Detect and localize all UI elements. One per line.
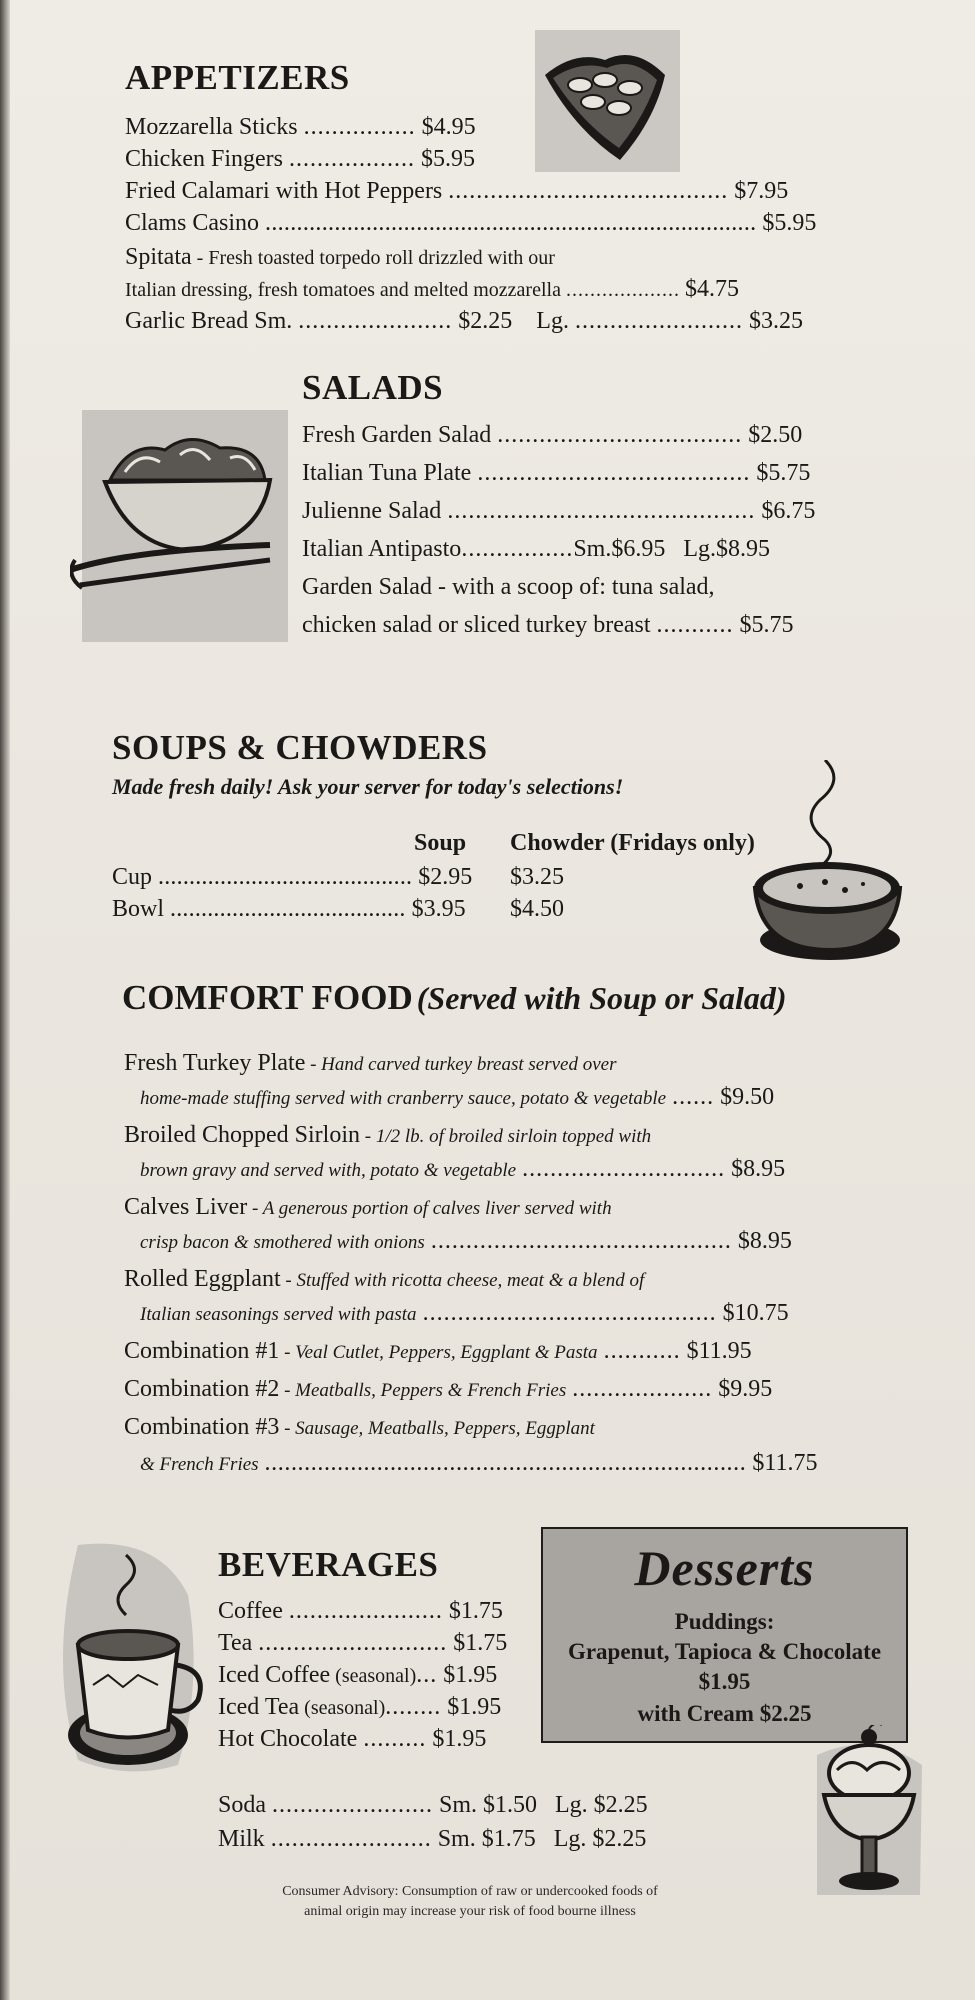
soups-subtitle: Made fresh daily! Ask your server for today's selections! [112, 774, 624, 799]
chowder-price: $4.50 [510, 896, 564, 922]
menu-item: Julienne Salad ............................................ $6.75 [302, 498, 816, 524]
menu-item-desc: Spitata - Fresh toasted torpedo roll drizzled with our [125, 244, 555, 270]
menu-item: Iced Tea (seasonal)........ $1.95 [218, 1694, 502, 1720]
soup-bowl-icon [745, 760, 905, 965]
menu-item: Fried Calamari with Hot Peppers ........................................ $7.95 [125, 178, 789, 204]
desserts-line: Grapenut, Tapioca & Chocolate [567, 1639, 882, 1664]
menu-item: Italian Tuna Plate ....................................... $5.75 [302, 460, 811, 486]
menu-item-desc: home-made stuffing served with cranberry sauce, potato & vegetable ...... $9.50 [140, 1084, 775, 1110]
consumer-advisory: animal origin may increase your risk of food bourne illness [304, 1904, 636, 1919]
menu-item: Combination #2 - Meatballs, Peppers & French Fries .................... $9.95 [124, 1376, 773, 1402]
salad-bowl-icon [70, 410, 288, 642]
menu-item: Garlic Bread Sm. ...................... $2.25 Lg. ........................ $3.25 [125, 308, 803, 334]
menu-item: Chicken Fingers .................. $5.95 [125, 146, 475, 172]
menu-item: Mozzarella Sticks ................ $4.95 [125, 114, 476, 140]
salads-heading: SALADS [302, 368, 444, 407]
menu-item: Clams Casino .............................................................................. $5.95 [125, 210, 817, 236]
chowder-price: $3.25 [510, 864, 564, 890]
menu-item-desc: Italian dressing, fresh tomatoes and melted mozzarella ................... $4.75 [125, 276, 739, 302]
menu-item: Milk ....................... Sm. $1.75 Lg. $2.25 [218, 1826, 647, 1852]
menu-item: Fresh Turkey Plate - Hand carved turkey breast served over [124, 1050, 617, 1076]
menu-item: Rolled Eggplant - Stuffed with ricotta cheese, meat & a blend of [124, 1266, 645, 1292]
desserts-box [541, 1527, 908, 1743]
menu-item: Tea ........................... $1.75 [218, 1630, 508, 1656]
menu-item: Calves Liver - A generous portion of calves liver served with [124, 1194, 612, 1220]
desserts-heading: Desserts [634, 1540, 815, 1596]
coffee-cup-icon [48, 1535, 208, 1780]
menu-item: Iced Coffee (seasonal)... $1.95 [218, 1662, 498, 1688]
menu-item: chicken salad or sliced turkey breast ........... $5.75 [302, 612, 794, 638]
desserts-line: $1.95 [698, 1669, 751, 1694]
menu-item-desc: brown gravy and served with, potato & vegetable ............................. $8.95 [140, 1156, 786, 1182]
beverages-heading: BEVERAGES [218, 1545, 439, 1584]
menu-item-desc: Italian seasonings served with pasta .......................................... $10.75 [140, 1300, 789, 1326]
menu-item: Combination #3 - Sausage, Meatballs, Peppers, Eggplant [124, 1414, 595, 1440]
menu-item: Italian Antipasto................Sm.$6.95 Lg.$8.95 [302, 536, 770, 562]
menu-item: Soda ....................... Sm. $1.50 Lg. $2.25 [218, 1792, 648, 1818]
desserts-line: with Cream $2.25 [637, 1701, 812, 1726]
appetizer-platter-icon [535, 30, 680, 172]
appetizers-heading: APPETIZERS [125, 58, 350, 97]
menu-item: Coffee ...................... $1.75 [218, 1598, 503, 1624]
chowder-column-header: Chowder (Fridays only) [510, 830, 755, 856]
table-row: Bowl ...................................... $3.95 [112, 896, 466, 922]
soups-heading: SOUPS & CHOWDERS [112, 728, 488, 767]
menu-item: Hot Chocolate ......... $1.95 [218, 1726, 487, 1752]
menu-item: Combination #1 - Veal Cutlet, Peppers, Eggplant & Pasta ........... $11.95 [124, 1338, 752, 1364]
soup-column-header: Soup [414, 830, 467, 856]
table-row: Cup ......................................... $2.95 [112, 864, 473, 890]
sundae-icon [812, 1725, 927, 1900]
desserts-line: Puddings: [674, 1609, 775, 1634]
consumer-advisory: Consumer Advisory: Consumption of raw or undercooked foods of [282, 1884, 658, 1899]
menu-item: Fresh Garden Salad ................................... $2.50 [302, 422, 803, 448]
menu-item: Broiled Chopped Sirloin - 1/2 lb. of broiled sirloin topped with [124, 1122, 652, 1148]
menu-item-desc: Garden Salad - with a scoop of: tuna salad, [302, 574, 715, 600]
comfort-heading: COMFORT FOOD (Served with Soup or Salad) [122, 978, 787, 1017]
menu-item-desc: & French Fries ......................................................................... $11.75 [140, 1450, 818, 1476]
menu-item-desc: crisp bacon & smothered with onions ........................................... $8.95 [140, 1228, 792, 1254]
